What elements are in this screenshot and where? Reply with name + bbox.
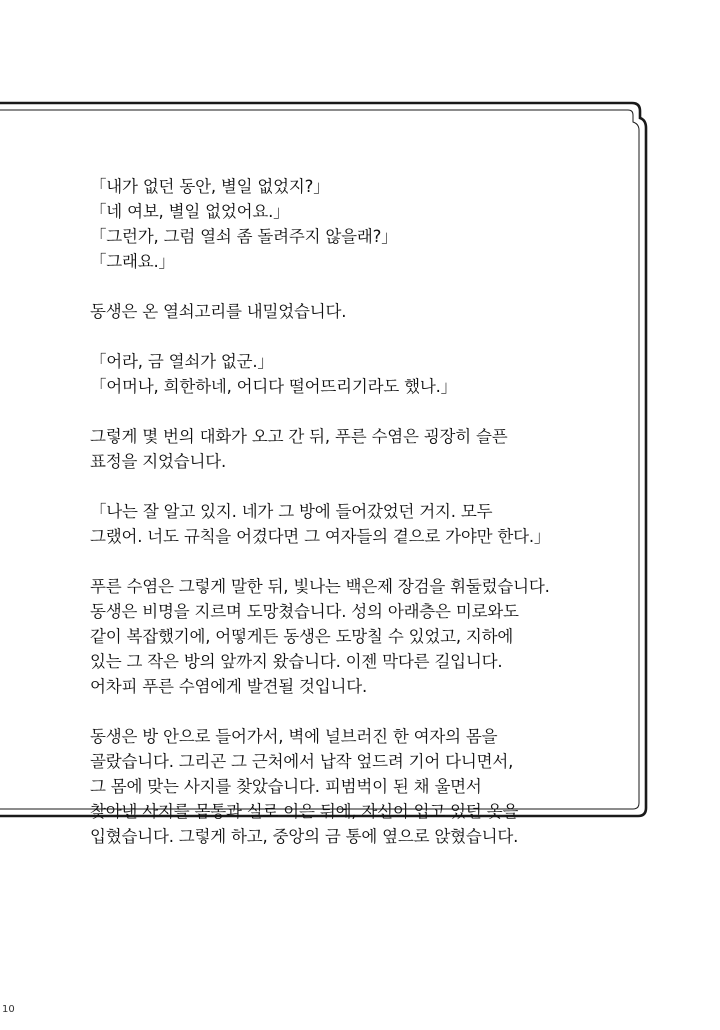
paragraph-narration-1 xyxy=(90,299,650,324)
text-line: 「그래요.」 xyxy=(90,252,175,271)
page-number: 10 xyxy=(2,1004,15,1015)
text-line: 「어라, 금 열쇠가 없군.」 xyxy=(90,352,274,371)
paragraph-narration-4 xyxy=(90,724,650,849)
paragraph-dialogue-1 xyxy=(90,174,650,274)
text-line: 동생은 방 안으로 들어가서, 벽에 널브러진 한 여자의 몸을 xyxy=(90,727,498,746)
paragraph-narration-3 xyxy=(90,574,650,699)
text-line: 「나는 잘 알고 있지. 네가 그 방에 들어갔었던 거지. 모두 xyxy=(90,502,493,521)
text-line: 어차피 푸른 수염에게 발견될 것입니다. xyxy=(90,677,368,696)
text-line: 찾아낸 사지를 몸통과 실로 이은 뒤에, 자신이 입고 있던 옷을 xyxy=(90,802,519,821)
text-line: 그 몸에 맞는 사지를 찾았습니다. 피범벅이 된 채 울면서 xyxy=(90,777,482,796)
text-line: 「그런가, 그럼 열쇠 좀 돌려주지 않을래?」 xyxy=(90,227,398,246)
text-line: 같이 복잡했기에, 어떻게든 동생은 도망칠 수 있었고, 지하에 xyxy=(90,627,514,646)
text-line: 동생은 온 열쇠고리를 내밀었습니다. xyxy=(90,302,347,321)
story-text xyxy=(90,174,650,874)
paragraph-narration-2 xyxy=(90,424,650,474)
text-line: 표정을 지었습니다. xyxy=(90,452,227,471)
text-line: 입혔습니다. 그렇게 하고, 중앙의 금 통에 옆으로 앉혔습니다. xyxy=(90,827,519,846)
text-line: 그렇게 몇 번의 대화가 오고 간 뒤, 푸른 수염은 굉장히 슬픈 xyxy=(90,427,508,446)
text-line: 동생은 비명을 지르며 도망쳤습니다. 성의 아래층은 미로와도 xyxy=(90,602,519,621)
text-line: 골랐습니다. 그리곤 그 근처에서 납작 엎드려 기어 다니면서, xyxy=(90,752,514,771)
text-line: 있는 그 작은 방의 앞까지 왔습니다. 이젠 막다른 길입니다. xyxy=(90,652,503,671)
text-line: 「어머나, 희한하네, 어디다 떨어뜨리기라도 했나.」 xyxy=(90,377,457,396)
paragraph-dialogue-3 xyxy=(90,499,650,549)
text-line: 그랬어. 너도 규칙을 어겼다면 그 여자들의 곁으로 가야만 한다.」 xyxy=(90,527,551,546)
paragraph-dialogue-2 xyxy=(90,349,650,399)
text-line: 「네 여보, 별일 없었어요.」 xyxy=(90,202,290,221)
text-line: 「내가 없던 동안, 별일 없었지?」 xyxy=(90,177,330,196)
text-line: 푸른 수염은 그렇게 말한 뒤, 빛나는 백은제 장검을 휘둘렀습니다. xyxy=(90,577,550,596)
